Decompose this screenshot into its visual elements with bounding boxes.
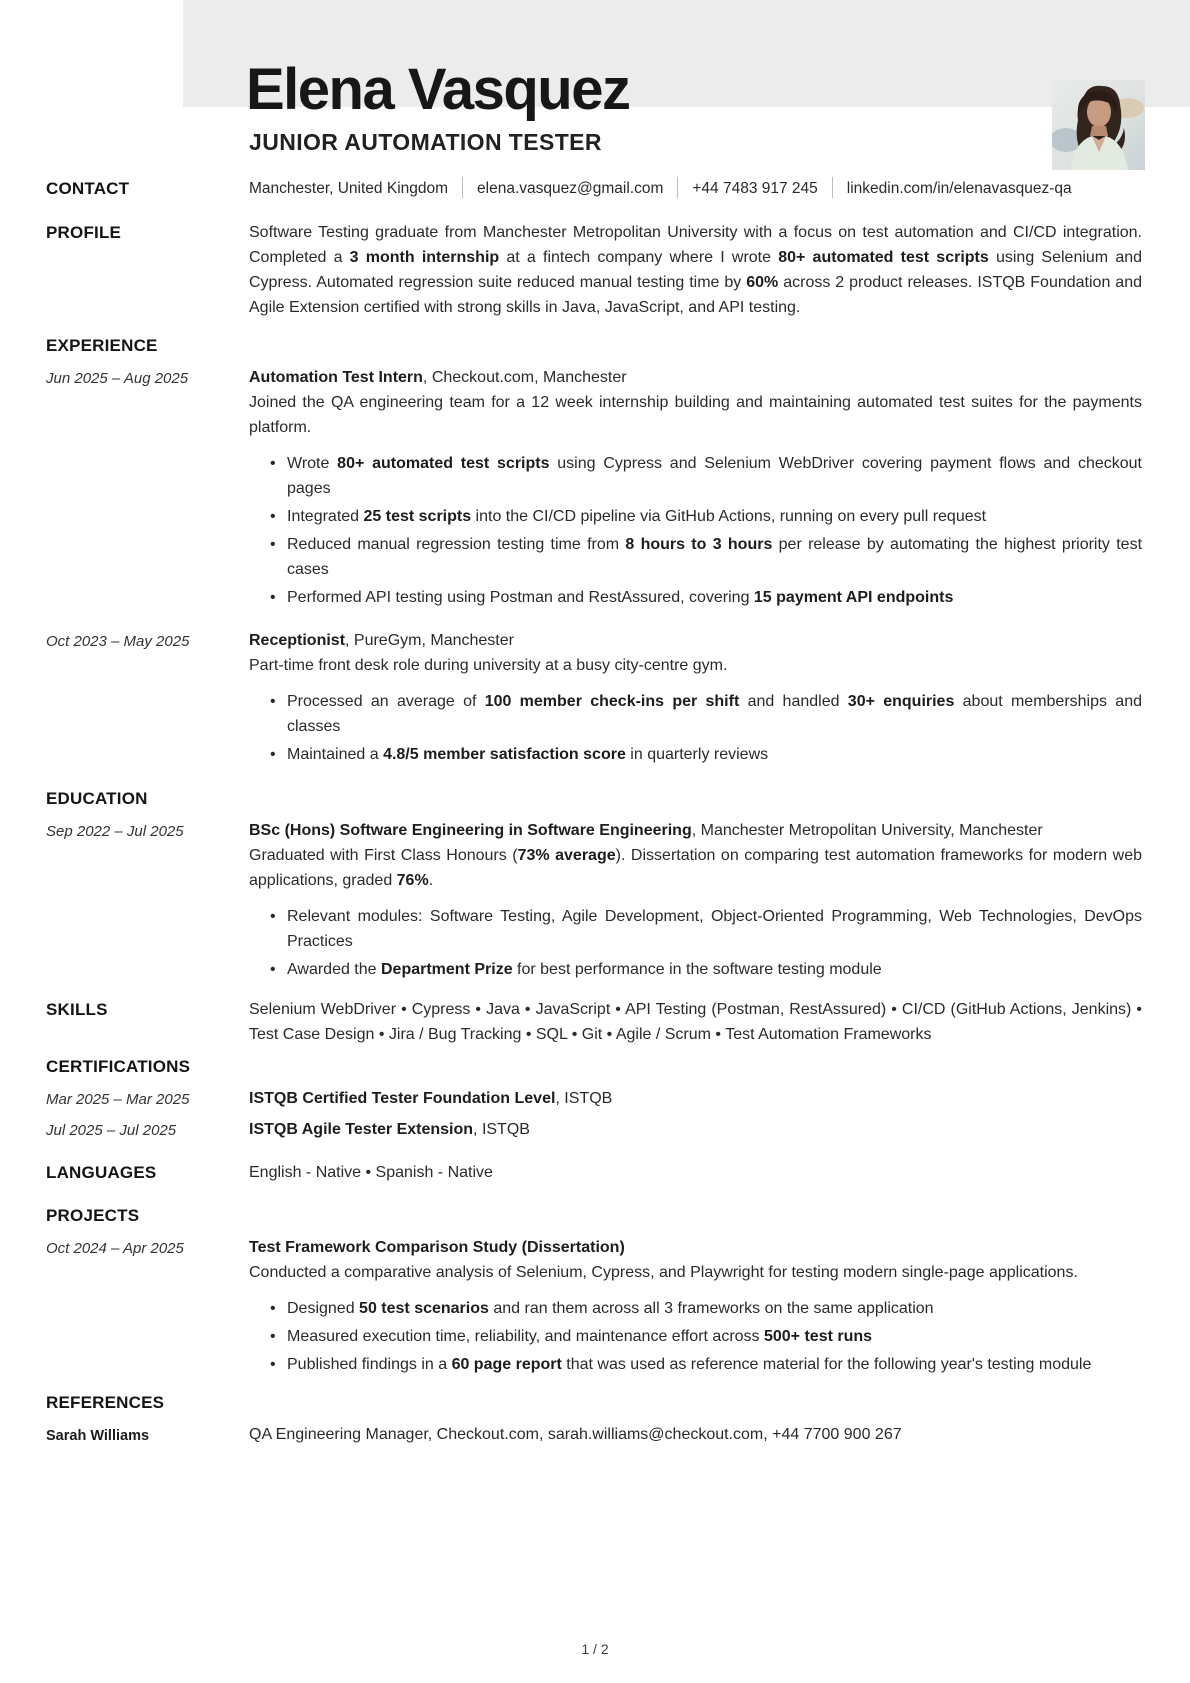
reference-detail: QA Engineering Manager, Checkout.com, sarah.williams@checkout.com, +44 7700 900 267 — [249, 1426, 902, 1443]
project-entry — [46, 1235, 1142, 1380]
profile-photo — [1052, 80, 1145, 170]
languages-list: English - Native • Spanish - Native — [249, 1164, 493, 1181]
entry-description: Graduated with First Class Honours (73% average). Dissertation on comparing test automation frameworks for modern web applications, graded 76%. — [249, 847, 1142, 889]
contact-location: Manchester, United Kingdom — [249, 180, 449, 197]
page-number: 1 / 2 — [581, 1641, 609, 1657]
section-label-skills: SKILLS — [46, 1000, 108, 1019]
section-label-languages: LANGUAGES — [46, 1163, 157, 1182]
entry-title: Receptionist, PureGym, Manchester — [249, 632, 514, 649]
candidate-name: Elena Vasquez — [246, 57, 630, 122]
projects-section-header — [46, 1203, 1142, 1228]
entry-date: Jul 2025 – Jul 2025 — [46, 1122, 177, 1139]
entry-title: ISTQB Certified Tester Foundation Level, ISTQB — [249, 1090, 613, 1107]
section-label-certifications: CERTIFICATIONS — [46, 1057, 191, 1076]
references-section-header — [46, 1390, 1142, 1415]
section-label-projects: PROJECTS — [46, 1206, 140, 1225]
bullet-item: • Relevant modules: Software Testing, Agile Development, Object-Oriented Programming, Web Technologies, DevOps Practices — [287, 904, 1142, 954]
section-label-references: REFERENCES — [46, 1393, 165, 1412]
entry-title: Test Framework Comparison Study (Dissertation) — [249, 1239, 625, 1256]
candidate-job-title: JUNIOR AUTOMATION TESTER — [249, 129, 602, 155]
bullet-item: • Reduced manual regression testing time from 8 hours to 3 hours per release by automating the highest priority test cases — [287, 532, 1142, 582]
entry-title: Automation Test Intern, Checkout.com, Manchester — [249, 369, 627, 386]
bullet-item: • Processed an average of 100 member check-ins per shift and handled 30+ enquiries about memberships and classes — [287, 689, 1142, 739]
entry-date: Jun 2025 – Aug 2025 — [46, 370, 189, 387]
section-label-experience: EXPERIENCE — [46, 336, 158, 355]
bullet-item: • Measured execution time, reliability, and maintenance effort across 500+ test runs — [287, 1324, 1142, 1349]
entry-description: Joined the QA engineering team for a 12 week internship building and maintaining automated test suites for the payments platform. — [249, 394, 1142, 436]
section-label-education: EDUCATION — [46, 789, 148, 808]
entry-date: Sep 2022 – Jul 2025 — [46, 823, 184, 840]
skills-list: Selenium WebDriver • Cypress • Java • JavaScript • API Testing (Postman, RestAssured) • CI/CD (GitHub Actions, Jenkins) • Test Case Design • Jira / Bug Tracking • SQL • Git • Agile / Scrum • Test Automation Frameworks — [249, 1001, 1142, 1043]
certification-entry — [46, 1086, 1142, 1112]
skills-section — [46, 997, 1142, 1047]
contact-phone: +44 7483 917 245 — [692, 180, 818, 197]
contact-section — [46, 176, 1142, 201]
reference-name: Sarah Williams — [46, 1428, 150, 1444]
reference-entry — [46, 1422, 1142, 1449]
certifications-section-header — [46, 1054, 1142, 1079]
entry-date: Mar 2025 – Mar 2025 — [46, 1091, 190, 1108]
section-label-contact: CONTACT — [46, 179, 130, 198]
bullet-item: • Wrote 80+ automated test scripts using Cypress and Selenium WebDriver covering payment flows and checkout pages — [287, 451, 1142, 501]
entry-description: Conducted a comparative analysis of Selenium, Cypress, and Playwright for testing modern single-page applications. — [249, 1264, 1078, 1281]
contact-separator-icon — [677, 177, 678, 198]
profile-section — [46, 220, 1142, 320]
education-section-header — [46, 786, 1142, 811]
education-entry — [46, 818, 1142, 985]
contact-linkedin: linkedin.com/in/elenavasquez-qa — [846, 180, 1072, 197]
resume-body — [46, 176, 1142, 1449]
entry-description: Part-time front desk role during university at a busy city-centre gym. — [249, 657, 728, 674]
contact-separator-icon — [832, 177, 833, 198]
entry-title: BSc (Hons) Software Engineering in Software Engineering, Manchester Metropolitan University, Manchester — [249, 822, 1043, 839]
experience-entry — [46, 628, 1142, 770]
entry-bullet-list — [249, 451, 1142, 610]
section-label-profile: PROFILE — [46, 223, 122, 242]
bullet-item: • Maintained a 4.8/5 member satisfaction score in quarterly reviews — [287, 742, 1142, 767]
bullet-item: • Designed 50 test scenarios and ran them across all 3 frameworks on the same application — [287, 1296, 1142, 1321]
bullet-item: • Integrated 25 test scripts into the CI/CD pipeline via GitHub Actions, running on every pull request — [287, 504, 1142, 529]
profile-summary: Software Testing graduate from Manchester Metropolitan University with a focus on test automation and CI/CD integration. Completed a 3 month internship at a fintech company where I wrote 80+ automated test scripts using Selenium and Cypress. Automated regression suite reduced manual testing time by 60% across 2 product releases. ISTQB Foundation and Agile Extension certified with strong skills in Java, JavaScript, and API testing. — [249, 224, 1143, 316]
experience-section-header — [46, 333, 1142, 358]
entry-bullet-list — [249, 1296, 1142, 1377]
bullet-item: • Awarded the Department Prize for best performance in the software testing module — [287, 957, 1142, 982]
languages-section — [46, 1160, 1142, 1185]
bullet-item: • Performed API testing using Postman and RestAssured, covering 15 payment API endpoints — [287, 585, 1142, 610]
entry-title: ISTQB Agile Tester Extension, ISTQB — [249, 1121, 530, 1138]
experience-entry — [46, 365, 1142, 613]
entry-date: Oct 2024 – Apr 2025 — [46, 1240, 184, 1257]
contact-line — [249, 176, 1142, 201]
entry-date: Oct 2023 – May 2025 — [46, 633, 190, 650]
profile-photo-graphic — [1052, 80, 1145, 170]
contact-email: elena.vasquez@gmail.com — [477, 180, 664, 197]
entry-bullet-list — [249, 904, 1142, 982]
contact-separator-icon — [462, 177, 463, 198]
entry-bullet-list — [249, 689, 1142, 767]
certification-entry — [46, 1117, 1142, 1143]
bullet-item: • Published findings in a 60 page report that was used as reference material for the following year's testing module — [287, 1352, 1142, 1377]
